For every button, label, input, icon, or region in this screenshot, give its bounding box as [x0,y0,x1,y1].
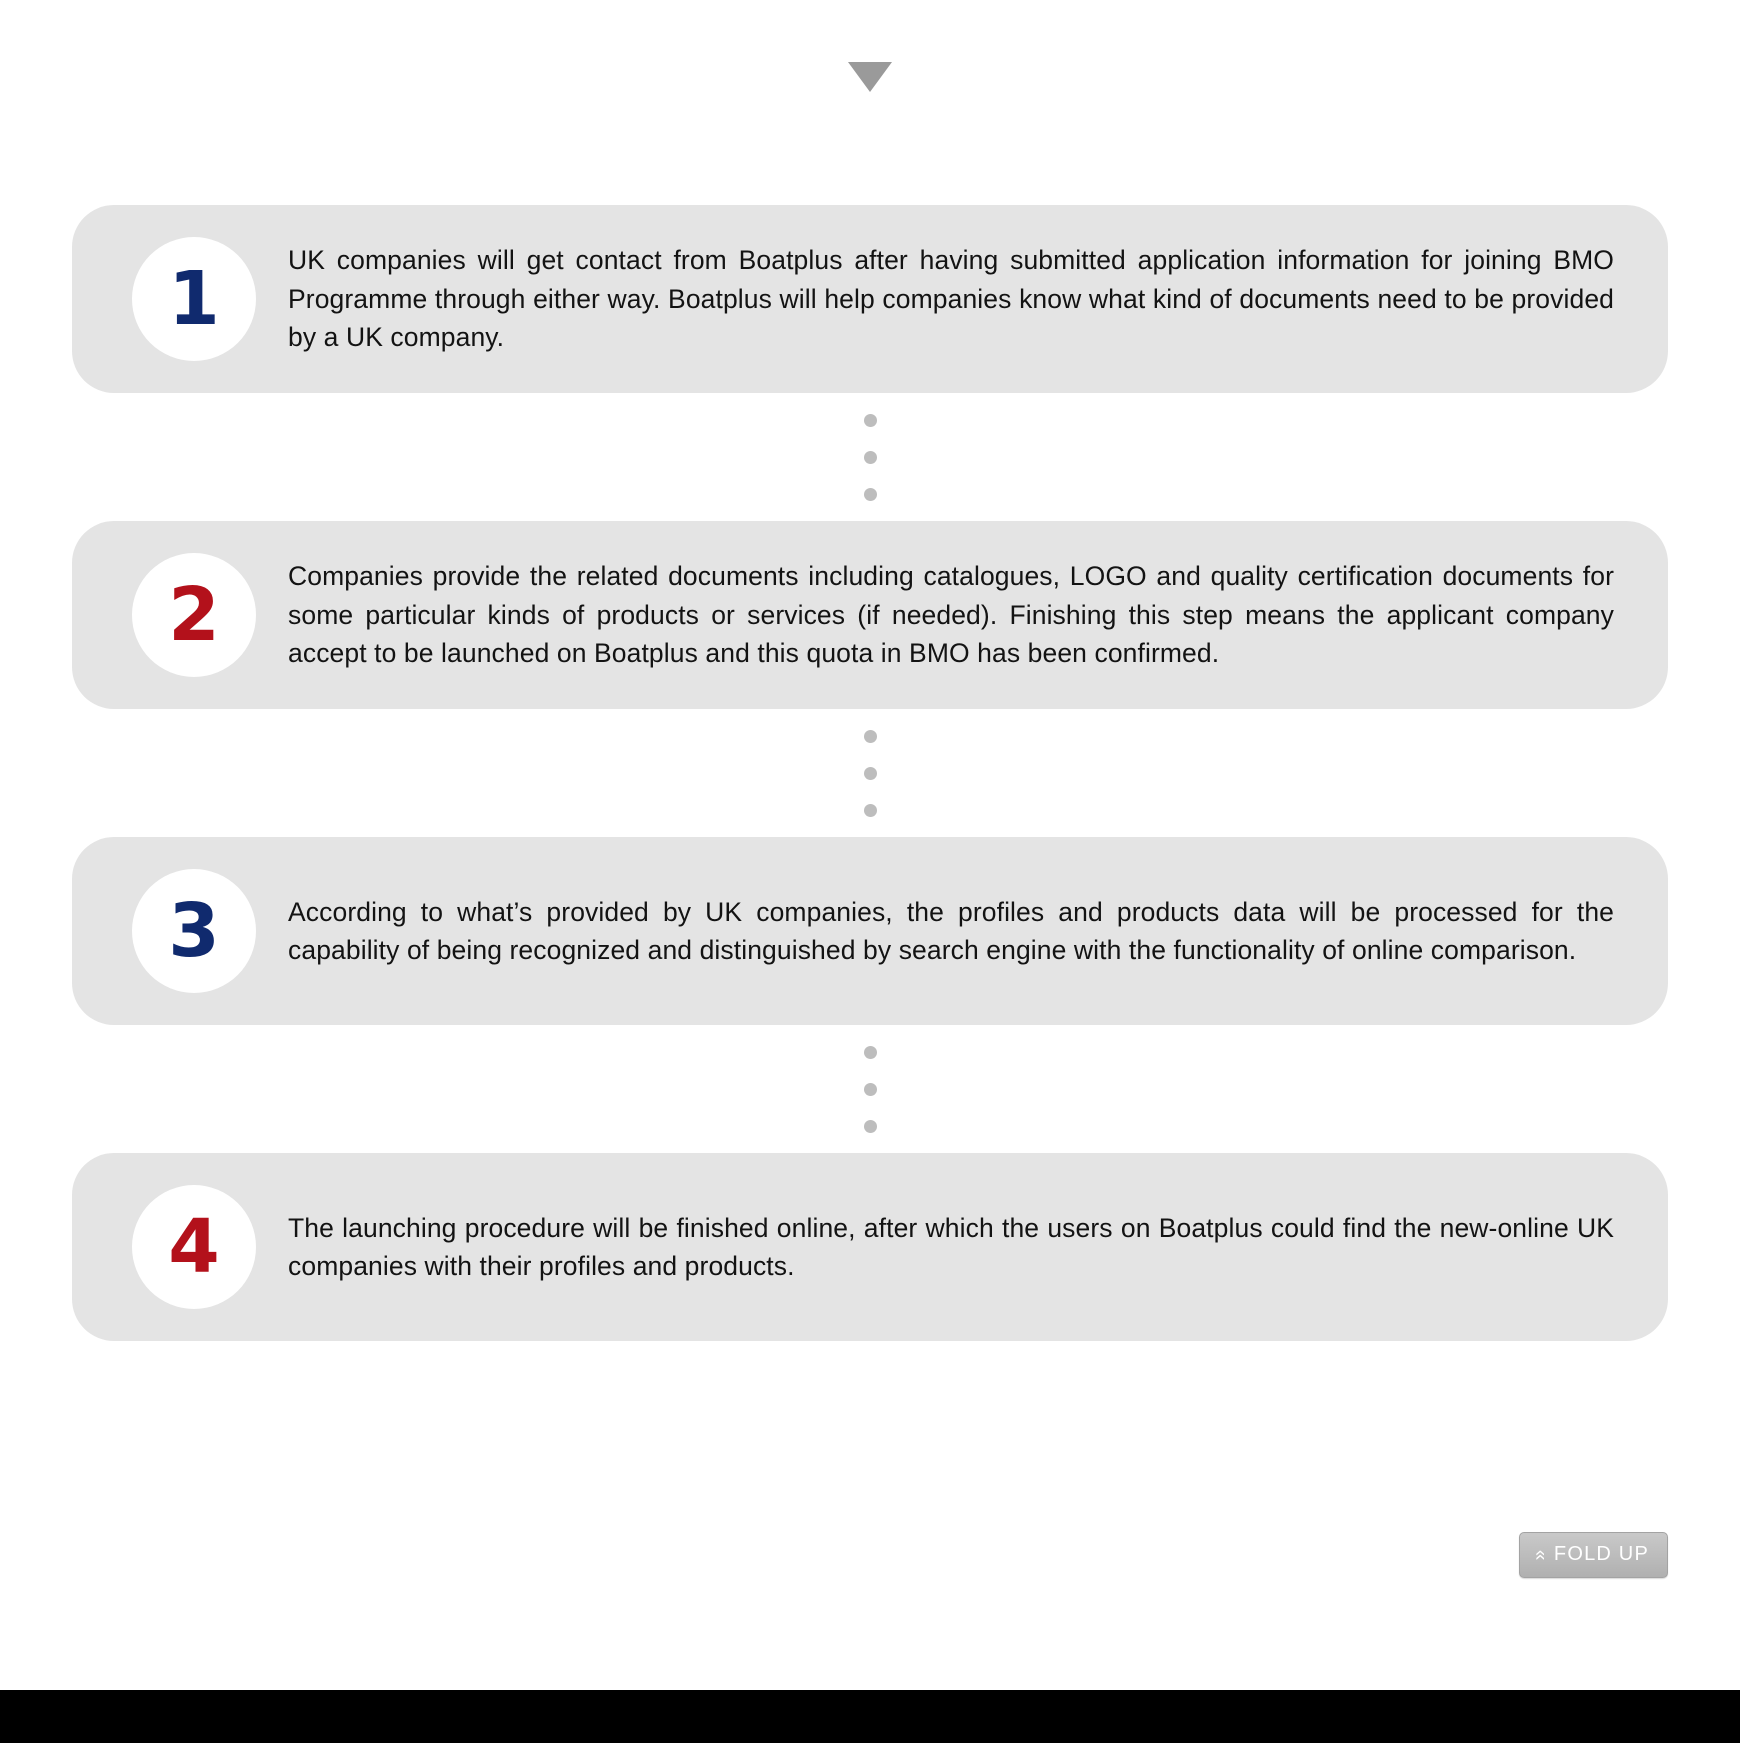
step-description: The launching procedure will be finished online, after which the users on Boatplus could find the new-online UK companies with their profiles and products. [288,1212,1614,1281]
step-number-badge [132,237,256,361]
dot-icon [864,414,877,427]
dot-icon [864,451,877,464]
dot-icon [864,488,877,501]
fold-up-button[interactable] [1519,1532,1668,1578]
step-number: 3 [168,888,220,974]
dot-icon [864,1083,877,1096]
vertical-dots-separator [72,393,1668,521]
step-number-badge [132,553,256,677]
chevron-double-up-icon: » [1529,1548,1551,1561]
step-item-2 [72,521,1668,709]
dot-icon [864,1120,877,1133]
step-number: 1 [168,256,220,342]
vertical-dots-separator [72,709,1668,837]
step-item-4 [72,1153,1668,1341]
steps-list [72,205,1668,1341]
dot-icon [864,1046,877,1059]
step-item-1 [72,205,1668,393]
step-number: 2 [168,572,220,658]
step-number: 4 [168,1204,220,1290]
step-description: Companies provide the related documents including catalogues, LOGO and quality certification documents for some particular kinds of products or services (if needed). Finishing this step means the applicant company accept to be launched on Boatplus and this quota in BMO has been confirmed. [288,561,1614,669]
triangle-down-icon [848,62,892,92]
step-description: UK companies will get contact from Boatplus after having submitted application information for joining BMO Programme through either way. Boatplus will help companies know what kind of documents need to be provided by a UK company. [288,245,1614,353]
step-description: According to what’s provided by UK companies, the profiles and products data will be processed for the capability of being recognized and distinguished by search engine with the functionality of online comparison. [288,896,1614,965]
fold-up-label: FOLD UP [1553,1543,1649,1565]
step-item-3 [72,837,1668,1025]
dot-icon [864,730,877,743]
dot-icon [864,804,877,817]
bottom-black-bar [0,1690,1740,1743]
step-number-badge [132,869,256,993]
dot-icon [864,767,877,780]
step-number-badge [132,1185,256,1309]
vertical-dots-separator [72,1025,1668,1153]
